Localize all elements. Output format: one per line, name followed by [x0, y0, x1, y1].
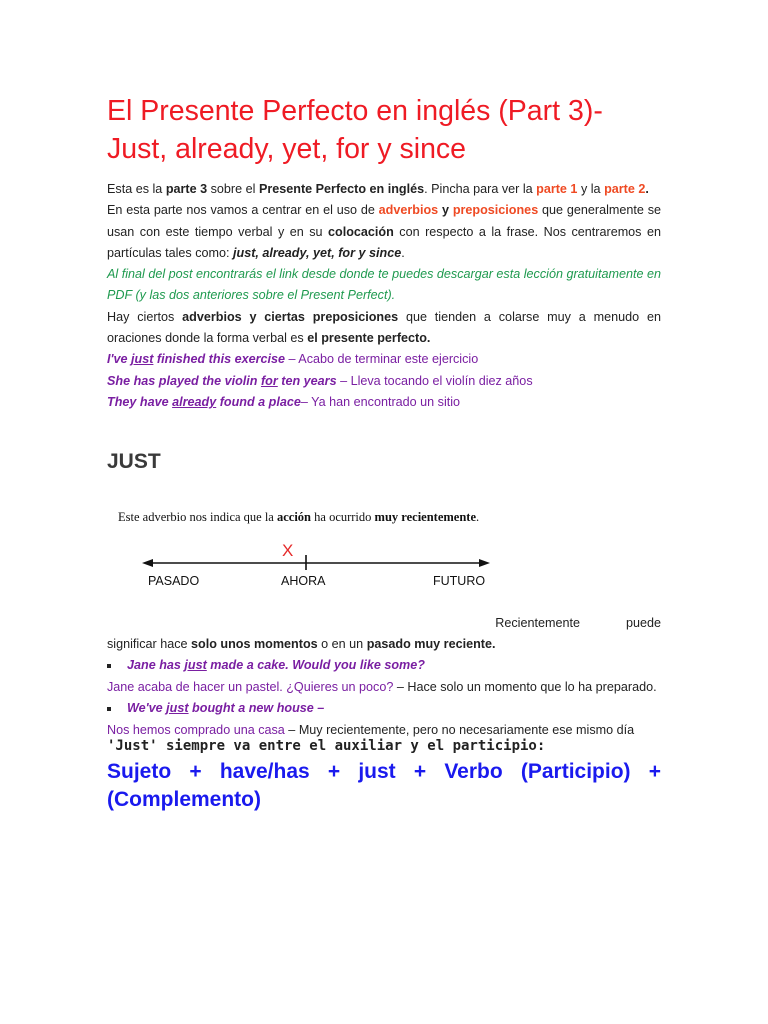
example-en: ten years [277, 373, 337, 388]
example-en: They have [107, 394, 173, 409]
timeline-svg [118, 540, 498, 570]
example-en: found a place [216, 394, 301, 409]
caption-bold: muy recientemente [374, 510, 477, 524]
caption-text: ha ocurrido [311, 510, 375, 524]
bullet-sentence [127, 698, 324, 720]
recent-action-marker: X [282, 541, 294, 560]
bullet-en: Jane has [127, 658, 185, 672]
intro-bold: adverbios y ciertas preposiciones [182, 309, 399, 324]
intro-bold: colocación [328, 224, 394, 239]
bullet-en: – [313, 701, 325, 715]
intro-paragraph [107, 179, 661, 264]
page-title [107, 92, 707, 168]
recent-paragraph [107, 613, 661, 656]
example-en: I've [107, 352, 132, 367]
intro-text: En esta parte nos vamos a centrar en el uso de [107, 203, 379, 218]
intro-bold: Presente Perfecto en inglés [258, 182, 425, 196]
intro-text: sobre el [207, 182, 259, 196]
label-past: PASADO [148, 574, 200, 588]
formula: Sujeto + have/has + just + Verbo (Participio) + (Complemento) [107, 760, 661, 811]
example-keyword: for [260, 373, 278, 388]
example-translation: – Acabo de terminar este ejercicio [285, 352, 479, 367]
example-translation: – Lleva tocando el violín diez años [336, 373, 533, 388]
part-2-link[interactable]: parte 2 [604, 182, 646, 196]
bullet-keyword: just [184, 658, 207, 672]
placement-rule: 'Just' siempre va entre el auxiliar y el participio: [107, 738, 546, 754]
intro-text: Esta es la [107, 182, 166, 196]
arrow-right-icon [479, 559, 490, 567]
intro-text: Hay ciertos [107, 309, 183, 324]
example-en: finished this exercise [153, 352, 285, 367]
bullet-en: made a cake. Would you like some? [206, 658, 425, 672]
bullet-en: We've [127, 701, 167, 715]
timeline-diagram [118, 510, 498, 600]
arrow-left-icon [142, 559, 153, 567]
intro-bold: el presente perfecto. [307, 331, 431, 346]
preposiciones-link[interactable]: preposiciones [452, 203, 539, 218]
title-line-1: El Presente Perfecto en inglés (Part 3)- [107, 95, 603, 127]
label-future: FUTURO [433, 574, 486, 588]
bullet-square-icon [107, 664, 111, 668]
example-2 [107, 371, 661, 392]
bullet-item [107, 698, 667, 720]
translation-note: – Hace solo un momento que lo ha preparado. [393, 679, 657, 694]
title-line-2: Just, already, yet, for y since [107, 133, 467, 165]
bullet-en: bought a new house [188, 701, 314, 715]
bullet-translation [107, 677, 667, 699]
recent-bold: pasado muy reciente. [366, 637, 496, 652]
intro-text: y la [577, 182, 605, 196]
intro-block [107, 179, 661, 413]
caption-bold: acción [276, 510, 312, 524]
caption-text: Este adverbio nos indica que la [118, 510, 277, 524]
recent-line-1 [107, 613, 661, 634]
recent-bold: solo unos momentos [191, 637, 318, 652]
recent-text: significar hace [107, 637, 191, 652]
intro-text: . [401, 245, 405, 260]
section-heading-just: JUST [107, 450, 161, 473]
recent-word: Recientemente [495, 616, 580, 630]
example-bullets [107, 655, 667, 741]
translation-note: – Muy recientemente, pero no necesariamente ese mismo día [284, 722, 635, 737]
download-note: Al final del post encontrarás el link desde donde te puedes descargar esta lección gratuitamente en PDF (y las dos anteriores sobre el Present Perfect). [107, 267, 661, 303]
intro-text: . Pincha para ver la [424, 182, 537, 196]
intro-bold: y [438, 203, 453, 218]
example-keyword: just [131, 352, 154, 367]
intro-text: que generalmente se usan con este tiempo verbal y en su [107, 203, 661, 239]
example-keyword: already [172, 394, 217, 409]
recent-line-2 [107, 634, 661, 655]
bullet-sentence [127, 655, 425, 677]
example-3 [107, 392, 661, 413]
adverbios-link[interactable]: adverbios [378, 203, 439, 218]
recent-text: o en un [317, 637, 367, 652]
label-now: AHORA [281, 574, 326, 588]
recent-word: puede [625, 616, 661, 630]
bullet-square-icon [107, 707, 111, 711]
intro-bold: parte 3 [165, 182, 208, 196]
example-translation: – Ya han encontrado un sitio [300, 394, 461, 409]
translation-es: Nos hemos comprado una casa [107, 722, 285, 737]
part-1-link[interactable]: parte 1 [536, 182, 578, 196]
bullet-item [107, 655, 667, 677]
timeline-caption [118, 510, 498, 525]
intro-bold: . [645, 182, 649, 196]
bullet-keyword: just [166, 701, 189, 715]
particles-list: just, already, yet, for y since [233, 245, 402, 260]
example-1 [107, 349, 661, 370]
intro-text: con respecto a la frase. Nos centraremos en partículas tales como: [107, 224, 661, 260]
translation-es: Jane acaba de hacer un pastel. ¿Quieres un poco? [107, 679, 394, 694]
intro-text: que tienden a colarse muy a menudo en oraciones donde la forma verbal es [107, 309, 661, 346]
adverbs-paragraph [107, 307, 661, 350]
caption-text: . [476, 510, 480, 524]
example-en: She has played the violin [107, 373, 261, 388]
